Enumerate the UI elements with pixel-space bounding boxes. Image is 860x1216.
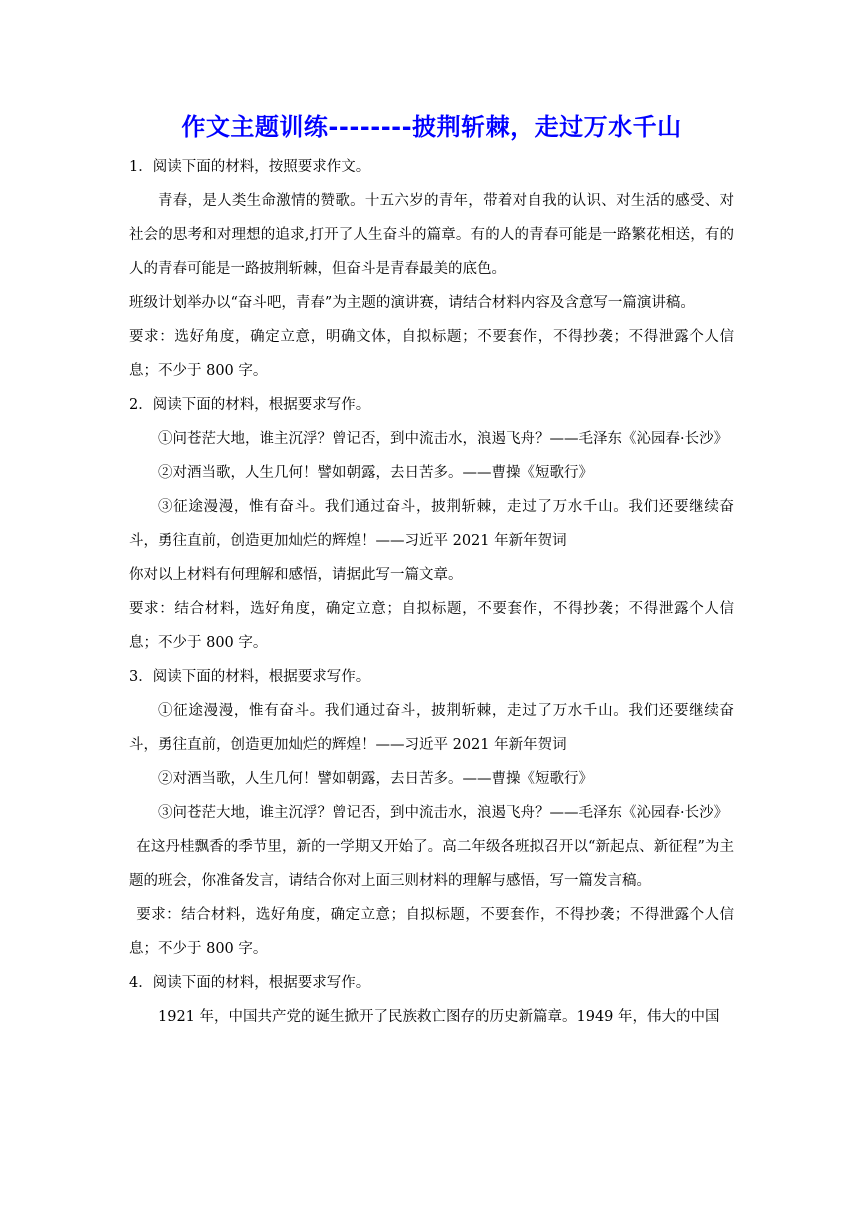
paragraph: ①征途漫漫，惟有奋斗。我们通过奋斗，披荆斩棘，走过了万水千山。我们还要继续奋斗，勇往直前，创造更加灿烂的辉煌！——习近平 2021 年新年贺词 xyxy=(129,703,734,753)
paragraph: ②对酒当歌，人生几何！譬如朝露，去日苦多。——曹操《短歌行》 xyxy=(158,771,593,787)
paragraph: 1．阅读下面的材料，按照要求作文。 xyxy=(129,159,371,175)
paragraph: ③问苍茫大地，谁主沉浮？曾记否，到中流击水，浪遏飞舟？——毛泽东《沁园春·长沙》 xyxy=(158,805,729,821)
paragraph: 青春，是人类生命激情的赞歌。十五六岁的青年，带着对自我的认识、对生活的感受、对社会的思考和对理想的追求,打开了人生奋斗的篇章。有的人的青春可能是一路繁花相送，有的人的青春可能是一路披荆斩棘，但奋斗是青春最美的底色。 xyxy=(129,193,734,277)
paragraph: 要求：结合材料，选好角度，确定立意；自拟标题，不要套作，不得抄袭；不得泄露个人信息；不少于 800 字。 xyxy=(129,601,734,651)
paragraph: 要求：结合材料，选好角度，确定立意；自拟标题，不要套作，不得抄袭；不得泄露个人信息；不少于 800 字。 xyxy=(129,907,734,957)
paragraph: 4．阅读下面的材料，根据要求写作。 xyxy=(129,975,371,991)
paragraph: 班级计划举办以“奋斗吧，青春”为主题的演讲赛，请结合材料内容及含意写一篇演讲稿。 xyxy=(129,295,695,311)
paragraph: ②对酒当歌，人生几何！譬如朝露，去日苦多。——曹操《短歌行》 xyxy=(158,465,593,481)
document-title: 作文主题训练--------披荆斩棘，走过万水千山 xyxy=(181,113,682,141)
paragraph: ①问苍茫大地，谁主沉浮？曾记否，到中流击水，浪遏飞舟？——毛泽东《沁园春·长沙》 xyxy=(158,431,729,447)
paragraph: 要求：选好角度，确定立意，明确文体，自拟标题；不要套作，不得抄袭；不得泄露个人信息；不少于 800 字。 xyxy=(129,329,734,379)
paragraph: 在这丹桂飘香的季节里，新的一学期又开始了。高二年级各班拟召开以“新起点、新征程”为主题的班会，你准备发言，请结合你对上面三则材料的理解与感悟，写一篇发言稿。 xyxy=(129,839,734,889)
paragraph: 1921 年，中国共产党的诞生掀开了民族救亡图存的历史新篇章。1949 年，伟大的中国 xyxy=(158,1009,720,1025)
paragraph: ③征途漫漫，惟有奋斗。我们通过奋斗，披荆斩棘，走过了万水千山。我们还要继续奋斗，勇往直前，创造更加灿烂的辉煌！——习近平 2021 年新年贺词 xyxy=(129,499,734,549)
paragraph: 2．阅读下面的材料，根据要求写作。 xyxy=(129,397,371,413)
paragraph: 3．阅读下面的材料，根据要求写作。 xyxy=(129,669,371,685)
paragraph: 你对以上材料有何理解和感悟，请据此写一篇文章。 xyxy=(129,567,463,583)
document-body xyxy=(129,150,734,1034)
